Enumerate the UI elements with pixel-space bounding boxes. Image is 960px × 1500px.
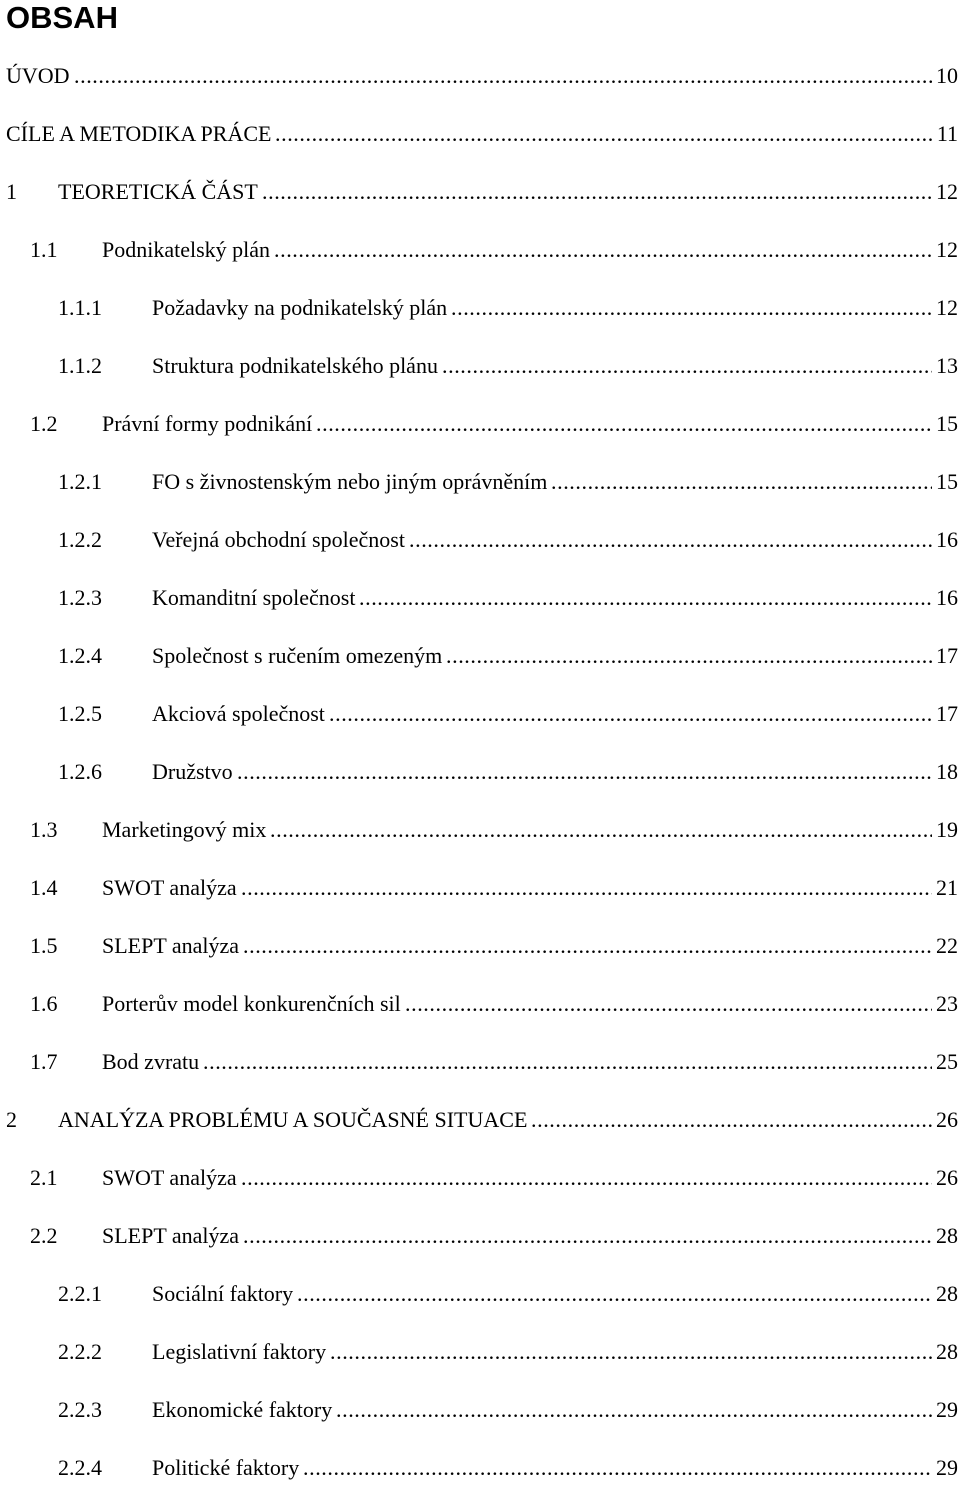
toc-entry[interactable] <box>0 398 960 456</box>
toc-leader-dots <box>551 468 932 496</box>
toc-entry-page: 22 <box>936 933 958 958</box>
toc-entry[interactable] <box>0 340 960 398</box>
toc-entry-page: 26 <box>936 1107 958 1132</box>
toc-entry-title: SLEPT analýza <box>102 1223 240 1248</box>
toc-entry[interactable] <box>0 688 960 746</box>
toc-entry-title: Družstvo <box>152 759 233 784</box>
toc-entry-page: 17 <box>936 701 958 726</box>
toc-leader-dots <box>203 1048 932 1076</box>
toc-entry-title: SWOT analýza <box>102 875 237 900</box>
toc-entry-number: 2.2 <box>30 1223 58 1248</box>
toc-entry-number: 1.2.2 <box>58 527 102 552</box>
toc-leader-dots <box>303 1454 932 1482</box>
toc-leader-dots <box>74 62 932 90</box>
toc-entry-title: TEORETICKÁ ČÁST <box>58 179 258 204</box>
toc-entry-title: Podnikatelský plán <box>102 237 271 262</box>
toc-leader-dots <box>451 294 932 322</box>
toc-leader-dots <box>330 1338 932 1366</box>
toc-entry[interactable] <box>0 746 960 804</box>
toc-entry-page: 12 <box>936 179 958 204</box>
toc-entry[interactable] <box>0 1152 960 1210</box>
toc-entry-title: SLEPT analýza <box>102 933 240 958</box>
toc-entry-page: 11 <box>936 121 958 146</box>
toc-entry[interactable] <box>0 50 960 108</box>
toc-entry-title: ÚVOD <box>6 63 70 88</box>
toc-entry-number: 1.2.6 <box>58 759 102 784</box>
toc-entry-number: 1.1 <box>30 237 58 262</box>
toc-entry[interactable] <box>0 1094 960 1152</box>
toc-entry-number: 1.6 <box>30 991 58 1016</box>
toc-entry[interactable] <box>0 920 960 978</box>
page-title: OBSAH <box>6 0 118 35</box>
toc-entry-page: 10 <box>936 63 958 88</box>
toc-entry-title: Ekonomické faktory <box>152 1397 333 1422</box>
toc-entry-number: 1.2.1 <box>58 469 102 494</box>
toc-entry-title: Požadavky na podnikatelský plán <box>152 295 448 320</box>
toc-entry-number: 1.4 <box>30 875 58 900</box>
toc-entry-page: 21 <box>936 875 958 900</box>
toc-entry-title: Veřejná obchodní společnost <box>152 527 405 552</box>
toc-leader-dots <box>359 584 932 612</box>
toc-entry-number: 2 <box>6 1107 17 1132</box>
toc-entry[interactable] <box>0 1326 960 1384</box>
toc-entry-page: 19 <box>936 817 958 842</box>
toc-entry[interactable] <box>0 978 960 1036</box>
toc-entry-title: Legislativní faktory <box>152 1339 327 1364</box>
toc-entry[interactable] <box>0 514 960 572</box>
toc-entry-number: 2.2.4 <box>58 1455 102 1480</box>
toc-entry-title: Porterův model konkurenčních sil <box>102 991 401 1016</box>
toc-entry-title: Bod zvratu <box>102 1049 200 1074</box>
toc-entry-page: 12 <box>936 295 958 320</box>
toc-entry-page: 28 <box>936 1339 958 1364</box>
toc-leader-dots <box>409 526 932 554</box>
toc-entry-title: Struktura podnikatelského plánu <box>152 353 438 378</box>
toc-leader-dots <box>241 874 932 902</box>
toc-leader-dots <box>297 1280 932 1308</box>
toc-entry-number: 1.7 <box>30 1049 58 1074</box>
toc-entry[interactable] <box>0 166 960 224</box>
toc-entry-number: 1 <box>6 179 17 204</box>
toc-entry-number: 1.2 <box>30 411 58 436</box>
toc-leader-dots <box>275 120 933 148</box>
toc-entry-page: 16 <box>936 585 958 610</box>
toc-entry-number: 2.2.3 <box>58 1397 102 1422</box>
toc-entry-number: 1.5 <box>30 933 58 958</box>
toc-entry[interactable] <box>0 1036 960 1094</box>
toc-entry-page: 15 <box>936 411 958 436</box>
toc-leader-dots <box>329 700 932 728</box>
toc-entry-title: Právní formy podnikání <box>102 411 313 436</box>
toc-entry-page: 15 <box>936 469 958 494</box>
table-of-contents <box>0 50 960 1500</box>
toc-entry[interactable] <box>0 108 960 166</box>
toc-leader-dots <box>336 1396 932 1424</box>
toc-entry[interactable] <box>0 1442 960 1500</box>
toc-leader-dots <box>446 642 932 670</box>
toc-entry-number: 2.1 <box>30 1165 58 1190</box>
toc-entry-number: 2.2.1 <box>58 1281 102 1306</box>
toc-entry-title: ANALÝZA PROBLÉMU A SOUČASNÉ SITUACE <box>58 1107 528 1132</box>
toc-entry-number: 1.1.1 <box>58 295 102 320</box>
toc-entry-number: 1.3 <box>30 817 58 842</box>
toc-entry-page: 29 <box>936 1455 958 1480</box>
toc-entry[interactable] <box>0 572 960 630</box>
toc-entry-number: 1.2.3 <box>58 585 102 610</box>
toc-entry-title: Komanditní společnost <box>152 585 356 610</box>
toc-entry-number: 1.1.2 <box>58 353 102 378</box>
toc-entry[interactable] <box>0 456 960 514</box>
toc-entry-title: SWOT analýza <box>102 1165 237 1190</box>
toc-entry-number: 1.2.4 <box>58 643 102 668</box>
toc-leader-dots <box>274 236 932 264</box>
toc-entry[interactable] <box>0 1268 960 1326</box>
toc-entry-title: CÍLE A METODIKA PRÁCE <box>6 121 272 146</box>
toc-entry-page: 28 <box>936 1223 958 1248</box>
toc-entry-page: 25 <box>936 1049 958 1074</box>
toc-entry-title: Akciová společnost <box>152 701 325 726</box>
toc-entry[interactable] <box>0 630 960 688</box>
toc-leader-dots <box>243 1222 932 1250</box>
toc-leader-dots <box>442 352 932 380</box>
toc-entry-number: 1.2.5 <box>58 701 102 726</box>
toc-entry-page: 16 <box>936 527 958 552</box>
toc-leader-dots <box>262 178 932 206</box>
toc-entry[interactable] <box>0 804 960 862</box>
toc-entry[interactable] <box>0 1210 960 1268</box>
toc-entry-page: 26 <box>936 1165 958 1190</box>
toc-entry-number: 2.2.2 <box>58 1339 102 1364</box>
toc-entry-title: Marketingový mix <box>102 817 267 842</box>
toc-entry-title: Politické faktory <box>152 1455 300 1480</box>
toc-entry-title: FO s živnostenským nebo jiným oprávněním <box>152 469 548 494</box>
toc-entry-page: 17 <box>936 643 958 668</box>
toc-entry-page: 28 <box>936 1281 958 1306</box>
toc-entry-page: 12 <box>936 237 958 262</box>
toc-entry-page: 13 <box>936 353 958 378</box>
toc-leader-dots <box>270 816 932 844</box>
toc-entry[interactable] <box>0 1384 960 1442</box>
toc-entry-page: 29 <box>936 1397 958 1422</box>
toc-leader-dots <box>241 1164 932 1192</box>
toc-entry-title: Společnost s ručením omezeným <box>152 643 443 668</box>
toc-entry-page: 18 <box>936 759 958 784</box>
toc-entry-page: 23 <box>936 991 958 1016</box>
toc-leader-dots <box>405 990 932 1018</box>
toc-entry[interactable] <box>0 282 960 340</box>
toc-leader-dots <box>243 932 932 960</box>
toc-entry[interactable] <box>0 224 960 282</box>
toc-entry-title: Sociální faktory <box>152 1281 294 1306</box>
toc-leader-dots <box>316 410 932 438</box>
toc-leader-dots <box>237 758 932 786</box>
toc-entry[interactable] <box>0 862 960 920</box>
toc-leader-dots <box>531 1106 932 1134</box>
